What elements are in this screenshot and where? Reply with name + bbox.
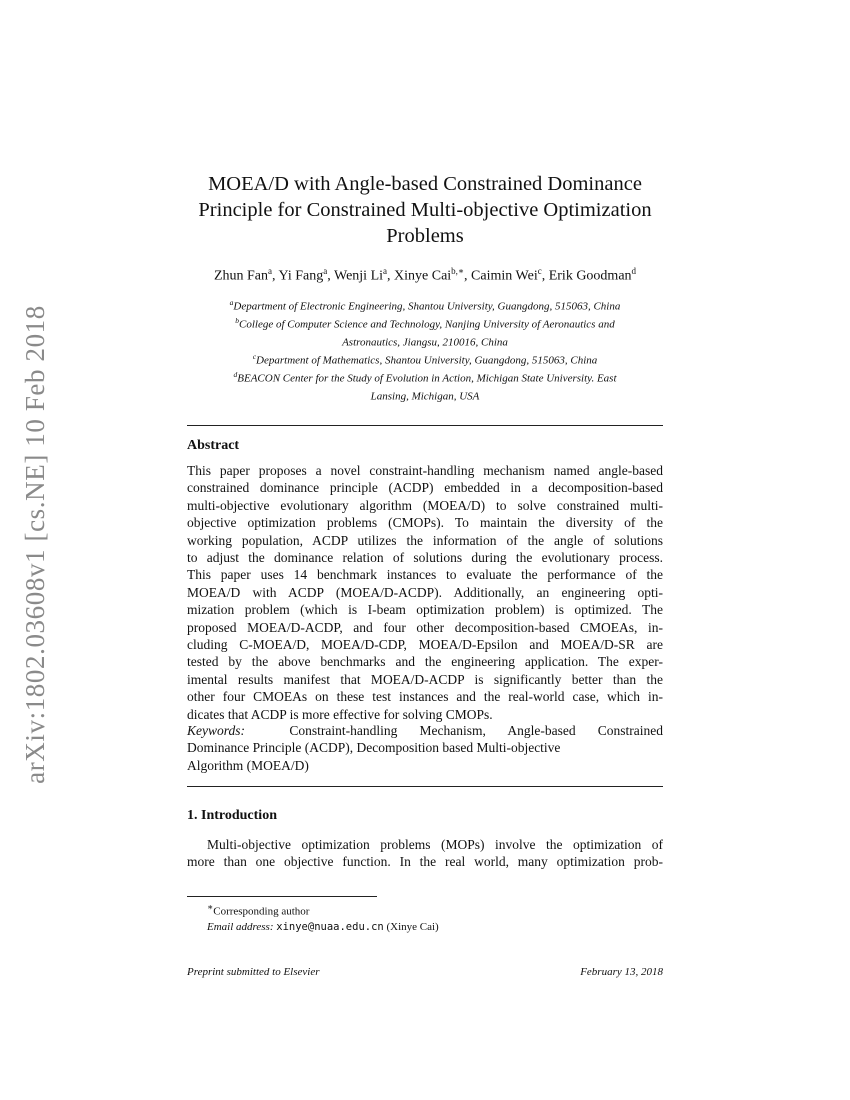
affiliation-mark: c — [252, 352, 257, 362]
footnote-mark: ∗ — [207, 902, 214, 912]
abstract-line: This paper uses 14 benchmark instances to evaluate the performance of the — [187, 567, 663, 583]
affiliations — [170, 296, 680, 404]
email-owner: (Xinye Cai) — [386, 920, 439, 933]
abstract-body — [187, 462, 663, 723]
affiliation-line — [170, 332, 680, 350]
footnote-corresponding — [187, 900, 663, 920]
abstract-line: multi-objective evolutionary algorithm (MOEA/D) to solve constrained multi- — [187, 497, 663, 513]
author-mark: a — [323, 266, 328, 276]
affiliation-line — [170, 314, 680, 332]
keywords-line — [187, 722, 663, 739]
affiliation-line — [170, 350, 680, 368]
affiliation-line — [170, 296, 680, 314]
section-heading-introduction: 1. Introduction — [187, 808, 277, 823]
abstract-bottom-rule — [187, 786, 663, 787]
introduction-body — [187, 836, 663, 871]
author-name: Yi Fang — [278, 268, 324, 284]
abstract-heading: Abstract — [187, 438, 240, 453]
author-name: Zhun Fan — [213, 268, 269, 284]
author-mark: a — [383, 266, 388, 276]
paper-title — [170, 171, 680, 249]
affiliation-line — [170, 386, 680, 404]
affiliation-text: Lansing, Michigan, USA — [370, 390, 480, 403]
abstract-line: imental results manifest that MOEA/D-ACDP is significantly better than the — [187, 671, 663, 687]
abstract-line: objective optimization problems (CMOPs). To maintain the diversity of the — [187, 515, 663, 531]
author-mark: d — [631, 266, 637, 276]
keywords-text: Constraint-handling Mechanism, Angle-based Constrained — [289, 723, 663, 738]
keywords-label: Keywords: — [187, 723, 245, 738]
affiliation-mark: a — [229, 298, 234, 307]
author-mark: a — [268, 266, 273, 276]
arxiv-id: arXiv:1802.03608v1 [cs.NE] 10 Feb 2018 — [19, 304, 50, 784]
title-line: Principle for Constrained Multi-objective Optimization — [198, 199, 652, 221]
abstract-line: proposed MOEA/D-ACDP, and four other decomposition-based CMOEAs, in- — [187, 619, 663, 635]
affiliation-text: Department of Electronic Engineering, Shantou University, Guangdong, 515063, China — [233, 300, 621, 313]
abstract-line: to adjust the dominance relation of solutions during the evolutionary process. — [187, 550, 663, 566]
abstract-line: tested by the above benchmarks and the engineering application. The exper- — [187, 654, 663, 670]
abstract-line: constrained dominance principle (ACDP) embedded in a decomposition-based — [187, 480, 663, 496]
affiliation-text: College of Computer Science and Technology, Nanjing University of Aeronautics and — [239, 318, 615, 331]
keywords-line: Dominance Principle (ACDP), Decomposition based Multi-objective — [187, 740, 561, 756]
footnote-corresponding-text: Corresponding author — [213, 905, 310, 918]
footnote-rule — [187, 896, 377, 897]
arxiv-side-stamp — [14, 294, 56, 794]
author-name: Xinye Cai — [394, 268, 452, 284]
keywords-block — [187, 722, 663, 774]
footnote-email-line — [187, 920, 663, 935]
author-name: Wenji Li — [333, 268, 384, 284]
email-link[interactable]: xinye@nuaa.edu.cn — [276, 920, 384, 933]
title-line: MOEA/D with Angle-based Constrained Dominance — [208, 173, 642, 195]
abstract-line: cluding C-MOEA/D, MOEA/D-CDP, MOEA/D-Epsilon and MOEA/D-SR are — [187, 637, 663, 653]
abstract-line: This paper proposes a novel constraint-handling mechanism named angle-based — [187, 463, 663, 478]
email-label: Email address: — [207, 920, 274, 933]
author-name: Caimin Wei — [471, 268, 538, 284]
footnote — [187, 900, 663, 935]
preprint-footer — [187, 966, 663, 978]
preprint-date: February 13, 2018 — [580, 966, 663, 978]
keywords-line: Algorithm (MOEA/D) — [187, 757, 309, 773]
author-list: Zhun Fan$^a$, Yi Fang$^a$, Wenji Li$^a$, Xinye Cai$^{b,∗}$, Caimin Wei$^c$, Erik Goodman$^d$ — [213, 266, 637, 284]
preprint-journal: Preprint submitted to Elsevier — [187, 966, 320, 978]
abstract-line: dicates that ACDP is more effective for solving CMOPs. — [187, 706, 493, 722]
author-mark: b,∗ — [451, 266, 465, 276]
affiliation-mark: d — [233, 370, 238, 380]
title-line: Problems — [386, 225, 464, 247]
abstract-line: other four CMOEAs on these test instances and the real-world case, which in- — [187, 689, 663, 705]
affiliation-text: BEACON Center for the Study of Evolution in Action, Michigan State University. East — [237, 372, 617, 385]
affiliation-text: Astronautics, Jiangsu, 210016, China — [342, 336, 508, 349]
introduction-line: more than one objective function. In the real world, many optimization prob- — [187, 854, 663, 870]
abstract-line: working population, ACDP utilizes the information of the angle of solutions — [187, 532, 663, 548]
abstract-line: mization problem (which is I-beam optimization problem) is optimized. The — [187, 602, 663, 618]
affiliation-line — [170, 368, 680, 386]
abstract-top-rule — [187, 425, 663, 426]
introduction-line: Multi-objective optimization problems (MOPs) involve the optimization of — [207, 837, 663, 852]
author-name: Erik Goodman — [548, 268, 632, 284]
author-mark: c — [537, 266, 542, 276]
affiliation-text: Department of Mathematics, Shantou University, Guangdong, 515063, China — [256, 354, 598, 367]
abstract-line: MOEA/D with ACDP (MOEA/D-ACDP). Additionally, an engineering opti- — [187, 584, 663, 600]
affiliation-mark: b — [235, 316, 240, 326]
